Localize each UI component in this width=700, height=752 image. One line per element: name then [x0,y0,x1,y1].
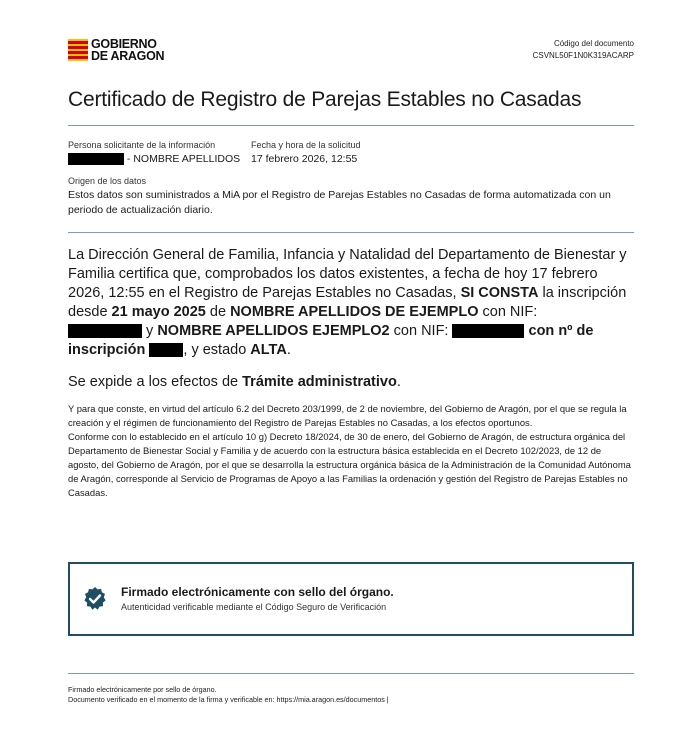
redacted-registration-number [149,343,183,357]
purpose-value: Trámite administrativo [242,374,397,390]
redacted-nif-1 [68,324,142,338]
footer-line-2: Documento verificado en el momento de la firma y verificable en: https://mia.aragon.es/documentos | [68,695,389,704]
gobierno-de-aragon-logo [68,38,164,62]
verified-badge-icon [82,586,108,612]
page-title: Certificado de Registro de Parejas Estables no Casadas [68,88,582,111]
electronic-seal-box [68,562,634,636]
document-header [68,36,634,70]
logo-text: GOBIERNO DE ARAGON [91,37,165,63]
document-code-value: CSVNL50F1N0K319ACARP [532,51,634,60]
applicant-label: Persona solicitante de la información [68,140,216,150]
footer-line-1: Firmado electrónicamente por sello de órgano. [68,685,217,694]
document-code-label: Código del documento [553,39,634,48]
data-origin-text: Estos datos son suministrados a MiA por el Registro de Parejas Estables no Casadas de forma automatizada con un periodo de actualización diario. [68,189,611,216]
data-origin-label: Origen de los datos [68,176,147,186]
person-2-name: NOMBRE APELLIDOS EJEMPLO2 [157,323,390,339]
applicant-value: - NOMBRE APELLIDOS [68,153,240,165]
consta-status: SI CONSTA [460,285,539,301]
title-divider [68,125,634,126]
document-footer [68,685,634,705]
person-1-name: NOMBRE APELLIDOS DE EJEMPLO [230,304,479,320]
registration-status: ALTA [250,342,287,358]
seal-title: Firmado electrónicamente con sello del órgano. [121,585,394,599]
document-code [533,38,634,62]
footer-divider [68,673,634,674]
registration-since-date: 21 mayo 2025 [111,304,206,320]
registration-number-label: con nº de inscripción [68,323,594,358]
legal-paragraph-2: Conforme con lo establecido en el artículo 10 g) Decreto 18/2024, de 30 de enero, del Gobierno de Aragón, de estructura orgánica del Departamento de Bienestar Social y Familia y de acuerdo con la estructura básica establecida en el Decreto 102/2023, de 12 de agosto, del Gobierno de Aragón, por el que se desarrolla la estructura orgánica básica de la Administración de la Comunidad Autónoma de Aragón, corresponde al Servicio de Programas de Apoyo a las Familias la ordenación y gestión del Registro de Parejas Estables no Casadas. [68,431,631,498]
section-divider [68,232,634,233]
request-date-value: 17 febrero 2026, 12:55 [251,153,358,165]
legal-paragraph-1: Y para que conste, en virtud del artículo 6.2 del Decreto 203/1999, de 2 de noviembre, del Gobierno de Aragón, por el que se regula la creación y el régimen de funcionamiento del Registro de Parejas Estables no Casadas, a los efectos oportunos. [68,403,627,428]
redacted-id [68,153,124,165]
aragon-flag-icon [68,39,88,61]
legal-basis [68,402,634,500]
request-date-label: Fecha y hora de la solicitud [251,140,361,150]
issuance-purpose: Se expide a los efectos de Trámite administrativo. [68,374,401,390]
seal-subtitle: Autenticidad verificable mediante el Código Seguro de Verificación [121,602,387,612]
redacted-nif-2 [452,324,524,338]
certificate-statement: La Dirección General de Familia, Infancia y Natalidad del Departamento de Bienestar y Familia certifica que, comprobados los datos existentes, a fecha de hoy 17 febrero 2026, 12:55 en el Registro de Parejas Estables no Casadas, SI CONSTA la inscripción desde 21 mayo 2025 de NOMBRE APELLIDOS DE EJEMPLO con NIF: y NOMBRE APELLIDOS EJEMPLO2 con NIF: con nº de inscripción , y estado ALTA. [68,247,627,358]
